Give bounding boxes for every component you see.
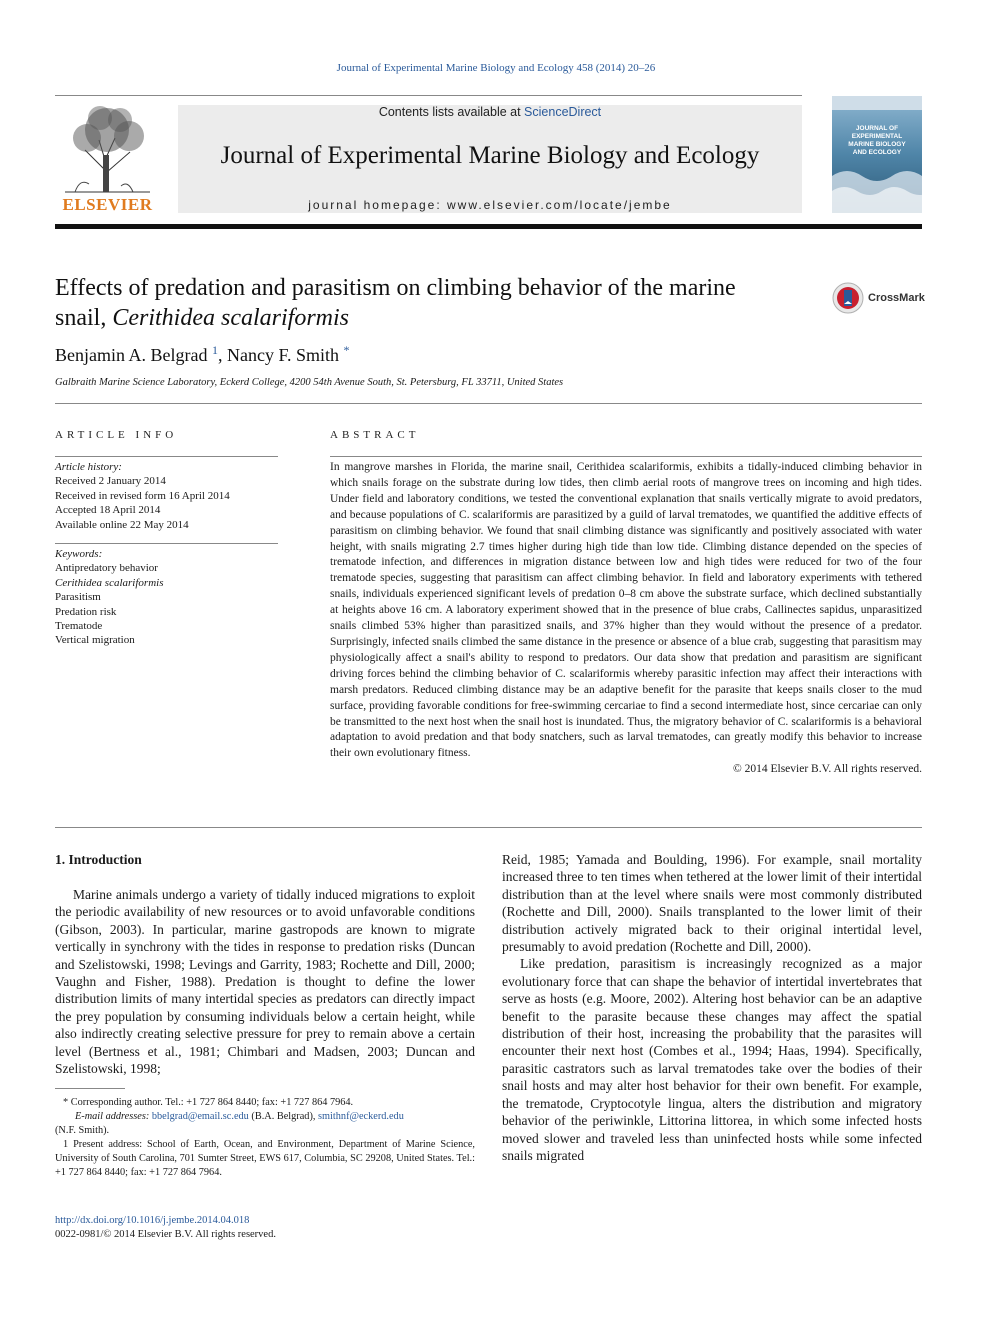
elsevier-wordmark: ELSEVIER: [62, 195, 153, 214]
corresponding-author-note: * Corresponding author. Tel.: +1 727 864 8440; fax: +1 727 864 7964.: [63, 1097, 354, 1108]
title-line-2: [55, 303, 795, 333]
author-belgrad-footnote-mark[interactable]: 1: [211, 343, 218, 357]
svg-text:AND ECOLOGY: AND ECOLOGY: [852, 149, 902, 156]
article-info-rule: [55, 456, 278, 457]
abstract-body: [330, 460, 922, 778]
intro-paragraph: Marine animals undergo a variety of tidally induced migrations to exploit the periodic availability of new resources or to avoid unfavorable conditions (Gibson, 2003). In particular, marine gastropods are known to migrate vertically in synchrony with the tides in response to predation risks (Duncan and Szelistowski, 1998; Levings and Garrity, 1983; Rochette and Dill, 2000; Vaughn and Fisher, 1988). Predation is thought to define the lower distribution limits of many intertidal species as predators can directly impact the prey population by consuming individuals below a certain height, while also indirectly creating selective pressure for prey to remain above a certain level (Bertness et al., 1981; Chimbari and Madsen, 2003; Duncan and Szelistowski, 1998;: [55, 887, 475, 1077]
history-label: Article history:: [55, 461, 122, 473]
abstract-rule: [330, 456, 922, 457]
header-top-rule: [55, 95, 802, 96]
article-title: [55, 273, 795, 333]
history-revised: Received in revised form 16 April 2014: [55, 489, 230, 502]
doi-link[interactable]: http://dx.doi.org/10.1016/j.jembe.2014.04.018: [55, 1215, 250, 1226]
abstract-heading: ABSTRACT: [330, 429, 420, 441]
issn-line: 0022-0981/© 2014 Elsevier B.V. All rights reserved.: [55, 1229, 276, 1240]
author-separator: ,: [217, 345, 227, 365]
journal-title: Journal of Experimental Marine Biology and Ecology: [220, 142, 760, 169]
email-owner-belgrad: (B.A. Belgrad),: [248, 1111, 319, 1122]
title-line-2-plain: snail,: [55, 305, 113, 331]
journal-reference[interactable]: Journal of Experimental Marine Biology and Ecology 458 (2014) 20–26: [336, 62, 656, 74]
sciencedirect-link[interactable]: ScienceDirect: [524, 105, 602, 119]
history-online: Available online 22 May 2014: [55, 518, 189, 531]
author-smith: Nancy F. Smith: [226, 345, 340, 365]
introduction-heading: 1. Introduction: [55, 852, 142, 867]
keyword-item: Cerithidea scalariformis: [55, 576, 164, 589]
keyword-item: Predation risk: [55, 605, 117, 618]
title-line-1: Effects of predation and parasitism on climbing behavior of the marine: [55, 275, 736, 301]
contents-line: [178, 105, 802, 119]
email-note: [55, 1110, 475, 1124]
keywords-rule: [55, 543, 278, 544]
affiliation: Galbraith Marine Science Laboratory, Eckerd College, 4200 54th Avenue South, St. Petersburg, FL 33711, United States: [55, 377, 564, 388]
corresponding-author-mark[interactable]: *: [343, 343, 350, 357]
intro-paragraph: Like predation, parasitism is increasingly recognized as a major evolutionary force that can shape the behavior of intertidal invertebrates that serve as hosts (e.g. Moore, 2002). Altering host behavior can be an adaptive benefit to the parasite because these changes may affect the spatial distribution of their host, increasing the probability that the parasites will encounter their next host (Combes et al., 1994; Haas, 1994). Specifically, parasitic castrators such as larval trematodes take over the bodies of their snail hosts and may alter host behavior for their own benefit. For example, the trematode, Cryptocotyle lingua, alters the distribution and migratory behavior of the periwinkle, Littorina littorea, in which some infected hosts moved slower and traveled less than uninfected hosts while some infected snails migrated: [502, 956, 922, 1163]
email-link-smith[interactable]: smithnf@eckerd.edu: [318, 1111, 404, 1122]
history-accepted: Accepted 18 April 2014: [55, 504, 161, 517]
keywords-block: [55, 547, 278, 648]
keyword-item: Parasitism: [55, 591, 101, 604]
email-label: E-mail addresses:: [75, 1111, 152, 1122]
footnote-rule: [55, 1088, 125, 1089]
keyword-item: Trematode: [55, 620, 103, 633]
article-history: [55, 460, 278, 532]
present-address-note: 1 Present address: School of Earth, Ocean, and Environment, Department of Marine Science, University of South Carolina, 701 Sumter Street, EWS 617, Columbia, SC 29208, United States. Tel.: +1 727 864 8440; fax: +1 727 864 7964.: [55, 1139, 475, 1178]
history-received: Received 2 January 2014: [55, 475, 166, 488]
body-divider: [55, 827, 922, 828]
author-list: [55, 343, 350, 366]
journal-homepage[interactable]: journal homepage: www.elsevier.com/locate/jembe: [308, 198, 672, 212]
email-owner-smith: (N.F. Smith).: [55, 1125, 110, 1136]
svg-text:EXPERIMENTAL: EXPERIMENTAL: [851, 133, 903, 140]
keyword-item: Vertical migration: [55, 634, 135, 647]
svg-text:JOURNAL OF: JOURNAL OF: [855, 125, 899, 132]
header-thick-rule: [55, 224, 922, 229]
contents-prefix: Contents lists available at: [378, 105, 525, 119]
abstract-copyright: © 2014 Elsevier B.V. All rights reserved.: [733, 763, 922, 776]
email-link-belgrad[interactable]: bbelgrad@email.sc.edu: [151, 1111, 249, 1122]
doi-block: [55, 1214, 276, 1242]
intro-right-column: [502, 851, 922, 1164]
title-species-name: Cerithidea scalariformis: [112, 305, 349, 331]
crossmark-label[interactable]: CrossMark: [868, 292, 925, 304]
intro-paragraph: Reid, 1985; Yamada and Boulding, 1996). For example, snail mortality increased three to ten times when tethered at the lower limit of their intertidal distribution than at the level where snails were most commonly distributed (Rochette and Dill, 2000). Snails transplanted to the lower limit of their distribution actively migrated back to their original intertidal level, presumably to avoid predation (Rochette and Dill, 2000).: [502, 852, 922, 955]
article-info-heading: ARTICLE INFO: [55, 429, 178, 441]
author-belgrad: Benjamin A. Belgrad: [55, 345, 208, 365]
keyword-item: Antipredatory behavior: [55, 562, 158, 575]
svg-text:MARINE BIOLOGY: MARINE BIOLOGY: [848, 141, 906, 148]
intro-left-column: [55, 886, 475, 1077]
affiliation-rule: [55, 403, 922, 404]
footnotes: [55, 1096, 475, 1180]
keywords-label: Keywords:: [55, 548, 103, 560]
abstract-text: In mangrove marshes in Florida, the marine snail, Cerithidea scalariformis, exhibits a tidally-induced climbing behavior in which snails forage on the substrate during low tides, then climb aerial roots of mangrove trees on incoming and high tides. Under field and laboratory conditions, we tested the conventional explanation that snails vertically migrate to avoid predators, and because populations of C. scalariformis are parasitized by a guild of larval trematodes, we quantified the additive effects of parasitism on climbing behavior. We found that snail climbing distance was significantly and positively associated with water height, with snails migrating 2.7 times higher during high tide than low tide. Climbing distance depended on the species of trematode infection, and differences in migration distance between low and high tides were reduced for two of the four trematode species, suggesting that parasitism can affect climbing behavior. In field and laboratory experiments with tethered snails, individuals experienced significant levels of predation 0–8 cm above the substrate surface, which declined substantially at heights above 16 cm. A laboratory experiment showed that in the presence of blue crabs, Callinectes sapidus, unparasitized snails climbed 53% higher than parasitized snails, and 37% higher than they would without the presence of a predator. Surprisingly, infected snails climbed the same distance in the presence or absence of a blue crab, suggesting that parasitism may physiologically affect a snail's ability to respond to predators. Our data show that predation and parasitism are significant driving forces behind the climbing behavior of C. scalariformis whereby parasitic infection may affect their interactions with marsh predators. Reduced climbing distance may be an adaptive benefit for the parasite that keeps snails closer to the mud surface, providing favorable conditions for free-swimming cercariae to find a second intermediate host, since cercariae can only be transmitted to the next host when the snail host is inundated. Thus, the migratory behavior of C. scalariformis is a behavioral adaptation to avoid predation and that body snatchers, such as larval trematodes, can greatly modify this behavior to increase their own evolutionary fitness.: [330, 461, 922, 760]
journal-cover-image: [832, 96, 922, 213]
